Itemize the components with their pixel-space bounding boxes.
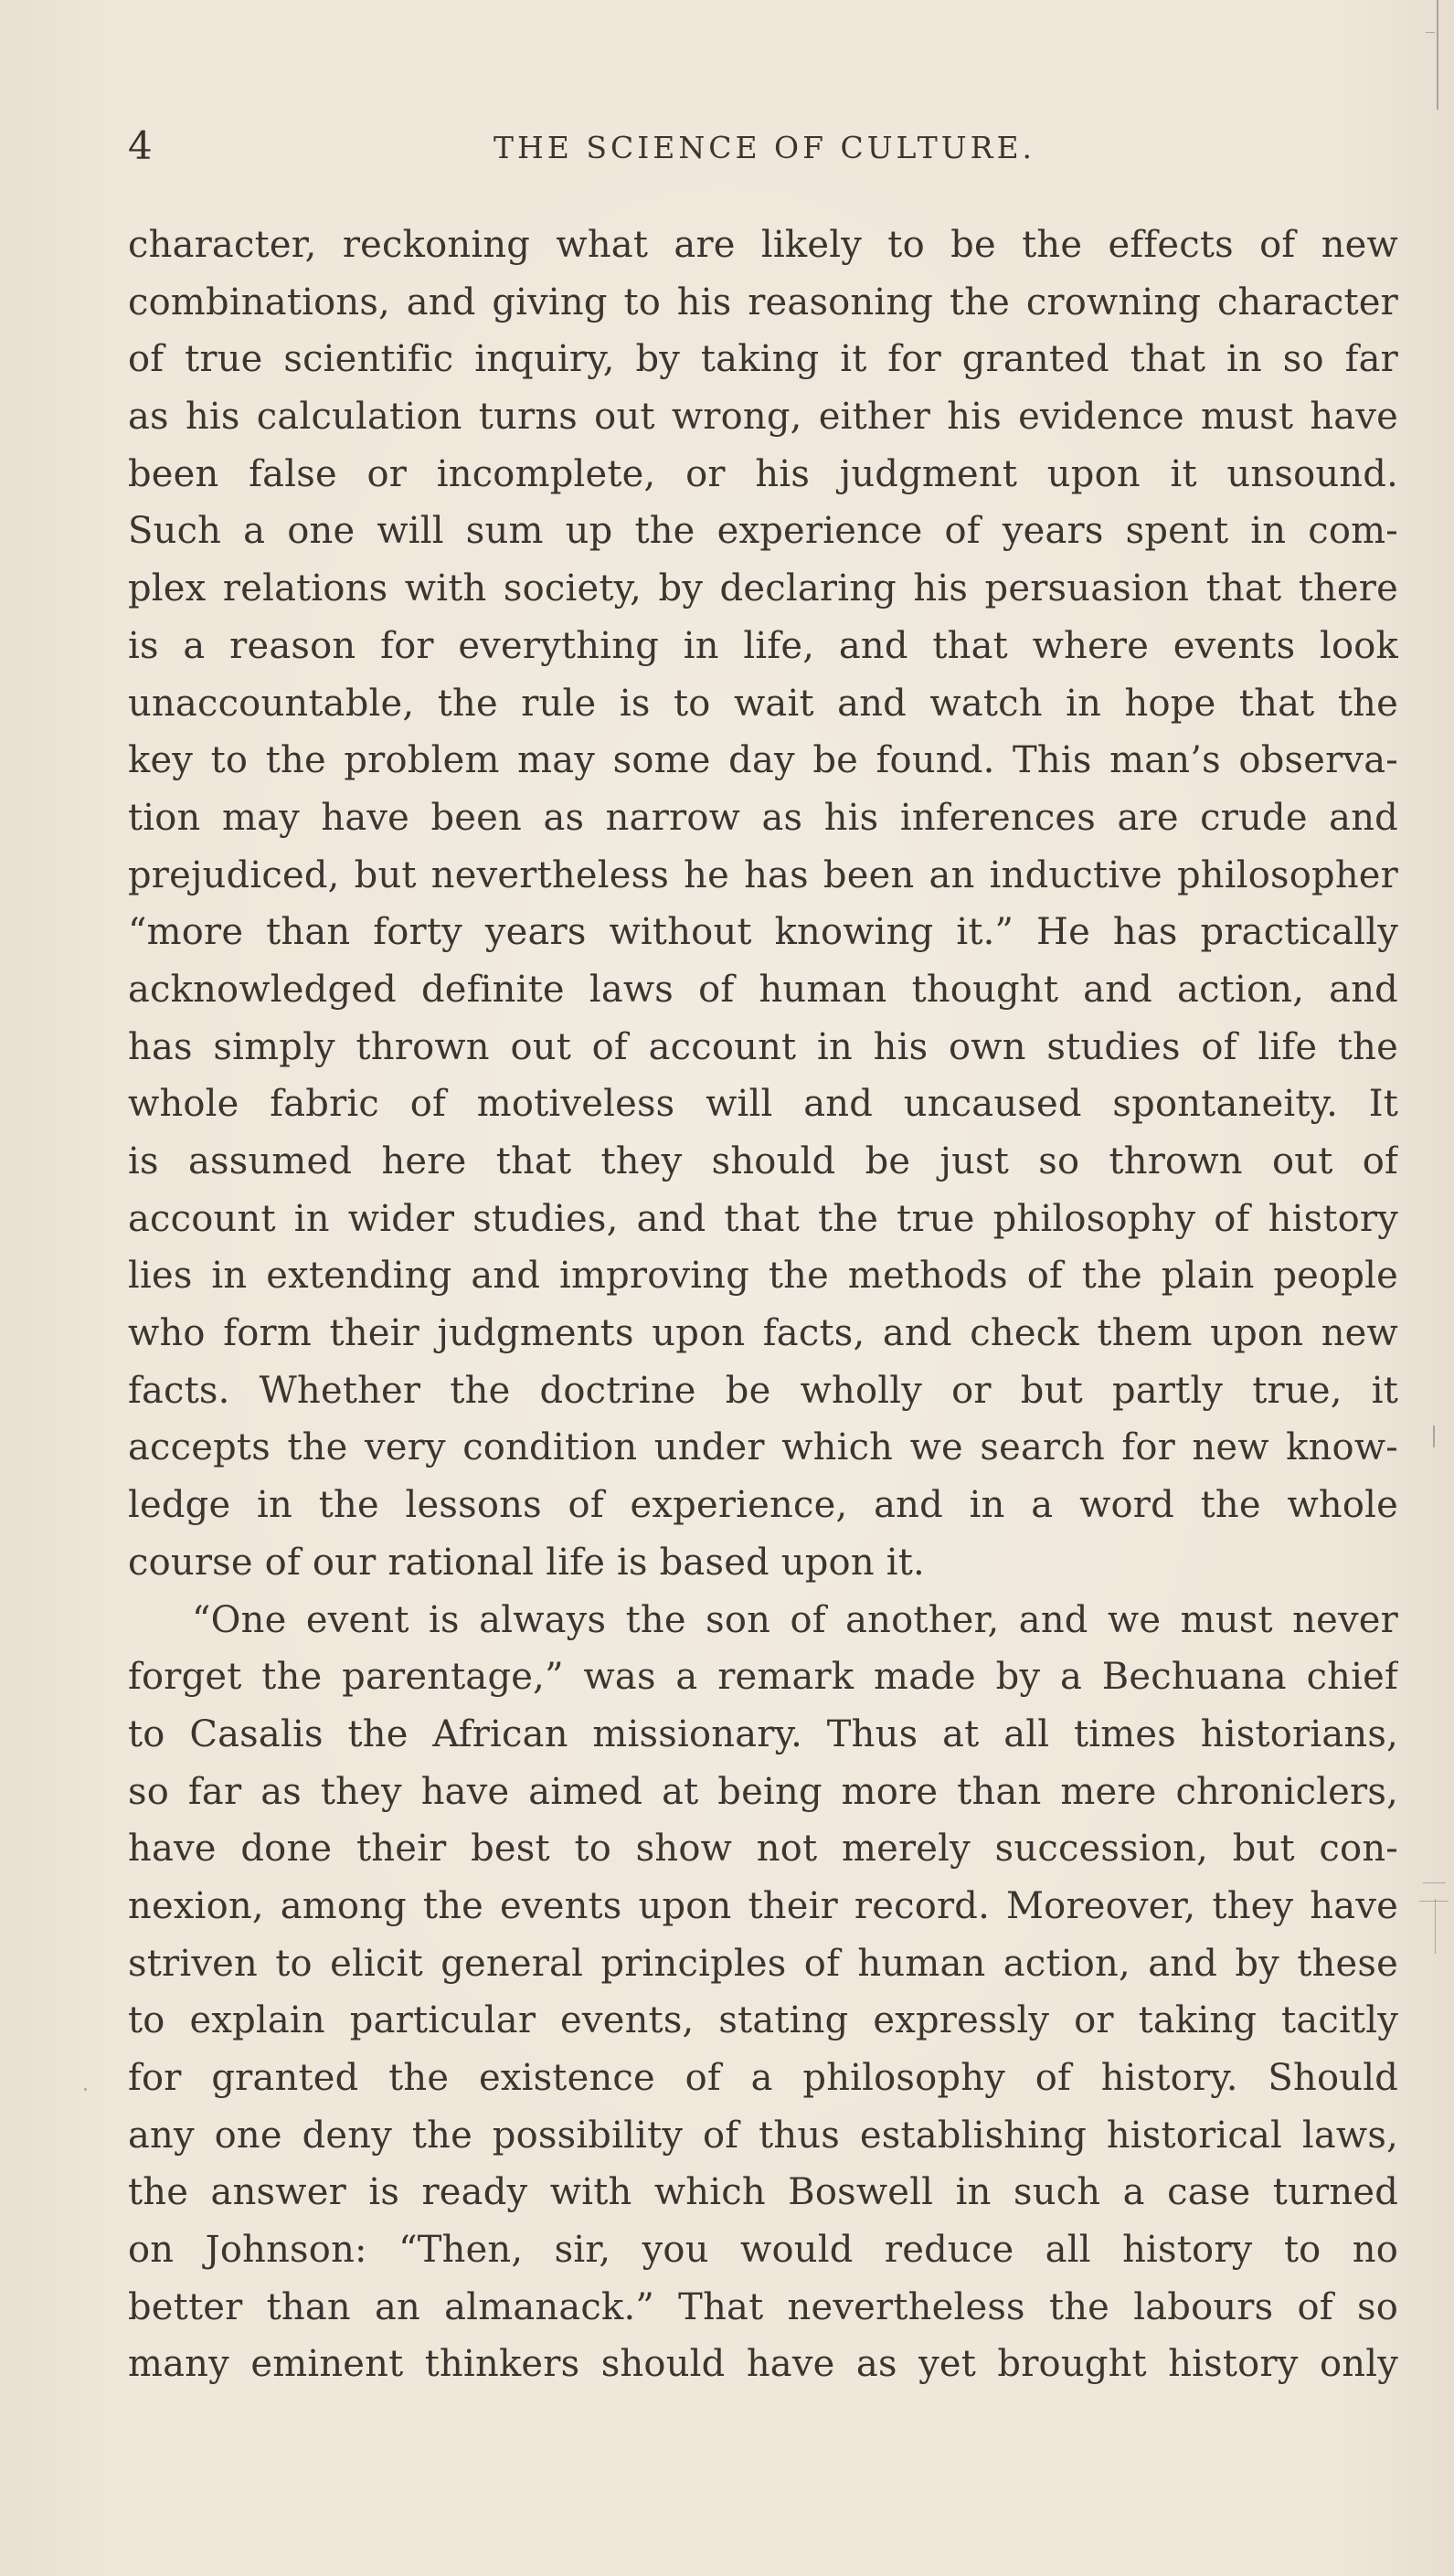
text-line: better than an almanack.” That nevertheless the labours of so [128,2285,1398,2328]
text-line: any one deny the possibility of thus establishing historical laws, [128,2114,1398,2157]
edge-tick [1426,32,1435,33]
text-line: striven to elicit general principles of human action, and by these [128,1942,1398,1985]
text-line: of true scientific inquiry, by taking it for granted that in so far [128,338,1398,381]
text-line: who form their judgments upon facts, and check them upon new [128,1312,1398,1355]
text-line: whole fabric of motiveless will and uncaused spontaneity. It [128,1083,1398,1126]
text-line: combinations, and giving to his reasoning the crowning character [128,281,1398,323]
text-line: key to the problem may some day be found. This man’s observa- [128,739,1398,782]
paragraph-1 [128,217,1398,1592]
margin-mark [1437,0,1438,110]
text-line: so far as they have aimed at being more than mere chroniclers, [128,1770,1398,1813]
text-line: the answer is ready with which Boswell in such a case turned [128,2171,1398,2214]
text-line: “more than forty years without knowing it.” He has practically [128,911,1398,954]
page-header [128,123,1398,181]
text-line: as his calculation turns out wrong, either his evidence must have [128,396,1398,439]
text-line: nexion, among the events upon their record. Moreover, they have [128,1884,1398,1927]
text-line: unaccountable, the rule is to wait and watch in hope that the [128,682,1398,725]
text-line: is a reason for everything in life, and that where events look [128,624,1398,667]
text-line: to Casalis the African missionary. Thus at all times historians, [128,1712,1398,1755]
edge-tick [1419,1901,1449,1902]
text-line: is assumed here that they should be just so thrown out of [128,1140,1398,1182]
running-head: THE SCIENCE OF CULTURE. [494,130,1036,165]
text-line: been false or incomplete, or his judgment upon it unsound. [128,452,1398,495]
text-line: plex relations with society, by declaring his persuasion that there [128,567,1398,610]
body-text [128,217,1398,2393]
paragraph-2 [128,1592,1398,2394]
text-line: acknowledged definite laws of human thought and action, and [128,968,1398,1011]
text-line: on Johnson: “Then, sir, you would reduce all history to no [128,2229,1398,2272]
margin-mark [1433,1426,1435,1447]
text-line: character, reckoning what are likely to be the effects of new [128,224,1398,266]
text-line: “One event is always the son of another, and we must never [192,1598,1398,1641]
text-line: lies in extending and improving the methods of the plain people [128,1255,1398,1298]
text-line: accepts the very condition under which we search for new know- [128,1426,1398,1469]
edge-tick [1423,1882,1446,1883]
text-line: ledge in the lessons of experience, and in a word the whole [128,1484,1398,1527]
text-line: for granted the existence of a philosophy of history. Should [128,2057,1398,2099]
text-line: has simply thrown out of account in his own studies of life the [128,1025,1398,1068]
text-line: forget the parentage,” was a remark made by a Bechuana chief [128,1656,1398,1699]
text-line: to explain particular events, stating expressly or taking tacitly [128,1999,1398,2042]
text-line: prejudiced, but nevertheless he has been an inductive philosopher [128,853,1398,896]
text-line: tion may have been as narrow as his inferences are crude and [128,796,1398,839]
margin-mark [84,2088,87,2091]
text-line: account in wider studies, and that the true philosophy of history [128,1197,1398,1240]
text-line: many eminent thinkers should have as yet brought history only [128,2343,1398,2386]
margin-mark [1435,1899,1436,1954]
text-line: have done their best to show not merely succession, but con- [128,1828,1398,1871]
text-line: Such a one will sum up the experience of years spent in com- [128,510,1398,553]
text-line: facts. Whether the doctrine be wholly or but partly true, it [128,1369,1398,1412]
text-line: course of our rational life is based upon it. [128,1541,925,1584]
page-number: 4 [128,123,153,168]
